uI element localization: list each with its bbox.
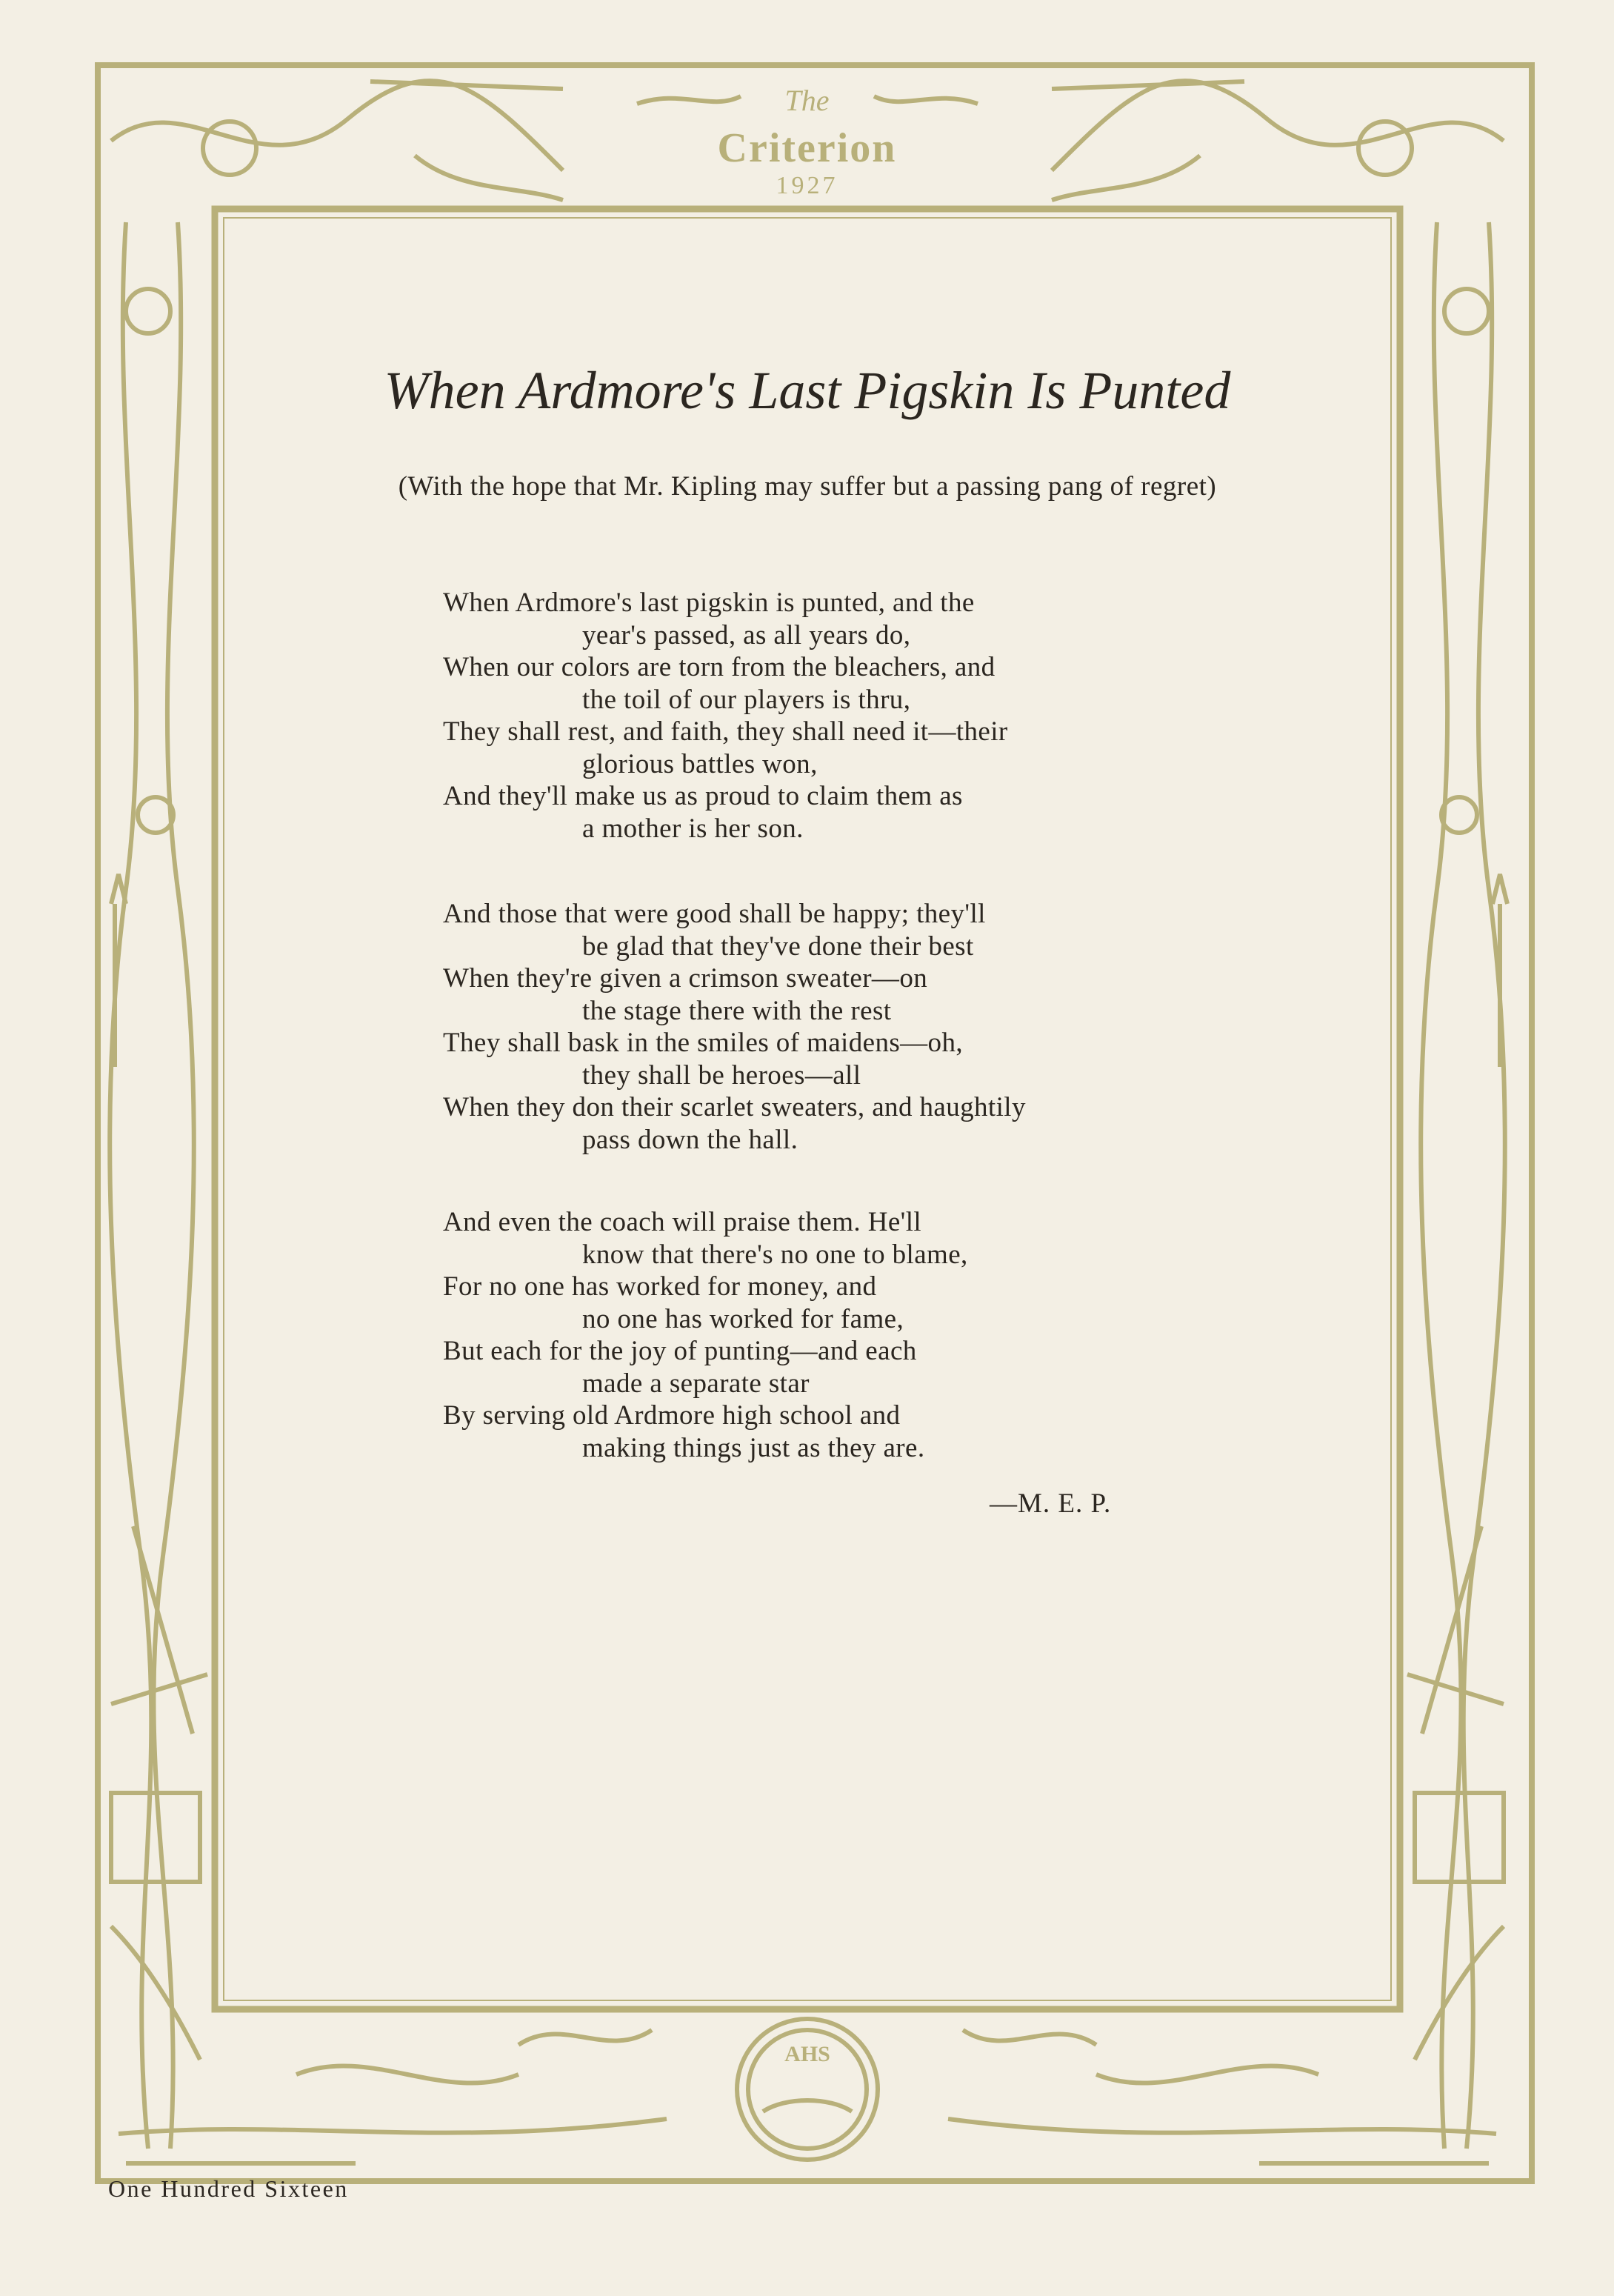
poem-line: pass down the hall.	[582, 1124, 798, 1155]
poem-line: For no one has worked for money, and	[443, 1271, 877, 1302]
poem-line: the stage there with the rest	[582, 995, 892, 1026]
poem-line: no one has worked for fame,	[582, 1303, 904, 1334]
ahs-seal	[737, 2019, 878, 2160]
poem-subtitle: (With the hope that Mr. Kipling may suffer but a passing pang of regret)	[398, 471, 1217, 502]
poem-line: And they'll make us as proud to claim them as	[443, 781, 963, 811]
poem-title: When Ardmore's Last Pigskin Is Punted	[384, 361, 1231, 420]
poem-line: a mother is her son.	[582, 813, 804, 844]
header-the: The	[784, 84, 830, 117]
poem-line: year's passed, as all years do,	[582, 619, 911, 650]
poem-line: When they don their scarlet sweaters, and haughtily	[443, 1092, 1026, 1122]
poem-line: When they're given a crimson sweater—on	[443, 963, 928, 994]
stanza-3	[443, 1206, 1258, 1464]
stanza-1	[443, 587, 1258, 845]
stanza-2	[443, 898, 1258, 1156]
poem-line: be glad that they've done their best	[582, 931, 974, 962]
poem-line: the toil of our players is thru,	[582, 684, 911, 715]
poem-line: When our colors are torn from the bleachers, and	[443, 652, 996, 682]
poem-line: making things just as they are.	[582, 1432, 925, 1463]
poem-line: they shall be heroes—all	[582, 1059, 861, 1091]
poem-content	[222, 215, 1393, 2000]
poem-line: When Ardmore's last pigskin is punted, and the	[443, 588, 975, 618]
seal-text: AHS	[784, 2042, 830, 2066]
yearbook-year: 1927	[776, 172, 838, 199]
poem-line: And those that were good shall be happy; they'll	[443, 899, 986, 929]
poem-line: And even the coach will praise them. He'll	[443, 1207, 922, 1237]
yearbook-name: Criterion	[717, 125, 897, 171]
author-signature: —M. E. P.	[990, 1488, 1112, 1519]
right-column-ornament	[1407, 222, 1507, 2149]
poem-line: made a separate star	[582, 1368, 810, 1399]
poem-line: glorious battles won,	[582, 748, 818, 779]
page-number: One Hundred Sixteen	[108, 2175, 349, 2202]
poem-line: By serving old Ardmore high school and	[443, 1400, 901, 1431]
poem-line: But each for the joy of punting—and each	[443, 1336, 917, 1366]
poem-line: They shall bask in the smiles of maidens—oh,	[443, 1028, 963, 1058]
left-column-ornament	[110, 222, 207, 2149]
poem-line: know that there's no one to blame,	[582, 1239, 968, 1270]
poem-line: They shall rest, and faith, they shall need it—their	[443, 716, 1008, 747]
